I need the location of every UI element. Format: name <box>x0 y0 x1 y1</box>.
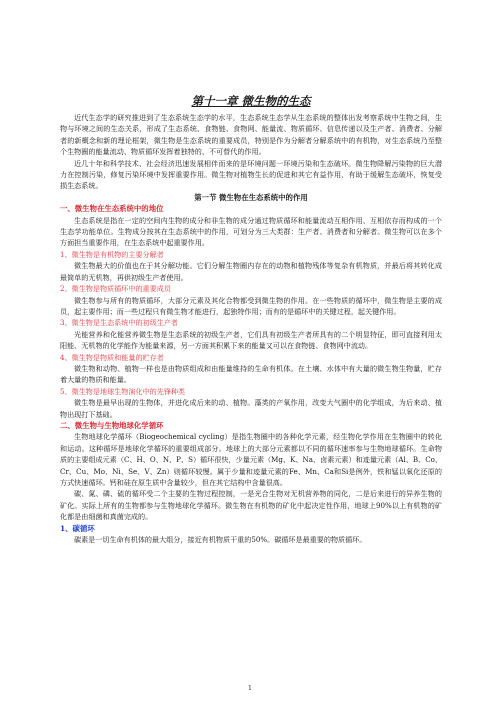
page-number: 1 <box>247 684 253 692</box>
part-2-heading: 二、微生物与生物地球化学循环 <box>60 420 164 430</box>
item-4-heading: 4、微生物是物质和能量的贮存者 <box>60 352 164 362</box>
chapter-prefix: 第十一章 <box>191 94 242 108</box>
item-1-paragraph: 微生物最大的价值也在于其分解功能。它们分解生物圈内存在的动物和植物残体等复杂有机物质，并最后将其转化成最简单的无机物，再供初级生产者使用。 <box>60 261 442 282</box>
item-4-paragraph: 微生物和动物、植物一样也是由物质组成和由能量维持的生命有机体。在土壤、水体中有大量的微生物生物量，贮存着大量的物质和能量。 <box>60 363 442 385</box>
item-5-heading: 5、微生物是地球生物演化中的先锋种类 <box>60 386 186 396</box>
item-2-paragraph: 微生物参与所有的物质循环，大部分元素及其化合物都受到微生物的作用。在一些物质的循环中，微生物是主要的成员，起主要作用；而一些过程只有微生物才能进行，起独特作用；而有的是循环中的关键过程，起关键作用。 <box>60 295 442 316</box>
item-3-paragraph: 光能营养和化能营养微生物是生态系统的初级生产者，它们具有初级生产者所具有的二个明显特征，即可直接利用太阳能、无机物的化学能作为能量来源，另一方面其积累下来的能量又可以在食物链、食物网中流动。 <box>60 329 442 351</box>
intro-paragraph-1: 近代生态学的研究推进到了生态系统生态学的水平，生态系统生态学从生态系统的整体出发考察系统中生物之间，生物与环境之间的生态关系，形成了生态系统、食物链、食物网、能量流、物质循环、信息传递以及生产者、消费者、分解者的新概念和新的理论框架，微生物是生态系统的重要成员，特别是作为分解者分解系统中的有机物，对生态系统乃至整个生物圈的能量流动、物质循环发挥着独特的、不可替代的作用。 <box>60 113 442 157</box>
part-1-heading: 一、微生物在生态系统中的地位 <box>60 204 164 214</box>
intro-paragraph-2: 近几十年和科学技术、社会经济迅速发展相伴而来的是环境问题一环境污染和生态破坏。微生物降解污染物的巨大潜力在控制污染，修复污染环境中发挥重要作用。微生物对植物生长的促进和其它有益作用，有助于缓解生态破坏，恢复受损生态系统。 <box>60 158 442 191</box>
item-2-heading: 2、微生物是物质循环中的重要成员 <box>60 284 171 294</box>
chapter-title <box>60 94 442 109</box>
chapter-title-text: 微生物的生态 <box>241 94 311 108</box>
part-2-paragraph-1: 生物地球化学循环（Biogeochemical cycling）是指生物圈中的各种化学元素，经生物化学作用在生物圈中的转化和运动。这种循环是地球化学循环的重要组成部分。地球上的大部分元素都以不同的循环速率参与生物地球循环。生命物质的主要组成元素（C、H、O、N、P、S）循环很快，少量元素（Mg、K、Na、卤素元素）和迹量元素（Al、B、Co、Cr、Cu、Mo、Ni、Se、V、Zn）则循环较慢。属于少量和迹量元素的Fe、Mn、Ca和Si是例外，铁和锰以氧化还原的方式快速循环。钙和硅在原生质中含量较少，但在其它结构中含量很高。 <box>60 432 442 487</box>
carbon-cycle-heading: 1、碳循环 <box>60 523 95 533</box>
item-1-heading: 1、微生物是有机物的主要分解者 <box>60 249 164 259</box>
carbon-cycle-paragraph: 碳素是一切生命有机体的最大组分，接近有机物质干重的50%。碳循环是最重要的物质循环。 <box>74 535 367 545</box>
item-5-paragraph: 微生物是最早出现的生物体，并进化成后来的动、植物。藻类的产氧作用，改变大气圈中的化学组成，为后来动、植物出现打下基础。 <box>60 398 442 419</box>
part-2-paragraph-2: 碳、氮、磷、硫的循环受二个主要的生物过程控制，一是光合生物对无机营养物的同化，二是后来进行的异养生物的矿化。实际上所有的生物都参与生物地球化学循环。微生物在有机物的矿化中起决定性作用，地球上90%以上有机物的矿化都是由细菌和真菌完成的。 <box>60 489 442 522</box>
section-1-title: 第一节 微生物在生态系统中的作用 <box>194 192 308 202</box>
item-3-heading: 3、微生物是生态系统中的初级生产者 <box>60 318 179 328</box>
part-1-paragraph: 生态系统是指在一定的空间内生物的成分和非生物的成分通过物质循环和能量流动互相作用、互相依存而构成的一个生态学功能单位。生物成分按其在生态系统中的作用，可划分为三大类群：生产者、消费者和分解者。微生物可以在多个方面担当重要作用，在生态系统中起重要作用。 <box>60 215 442 248</box>
